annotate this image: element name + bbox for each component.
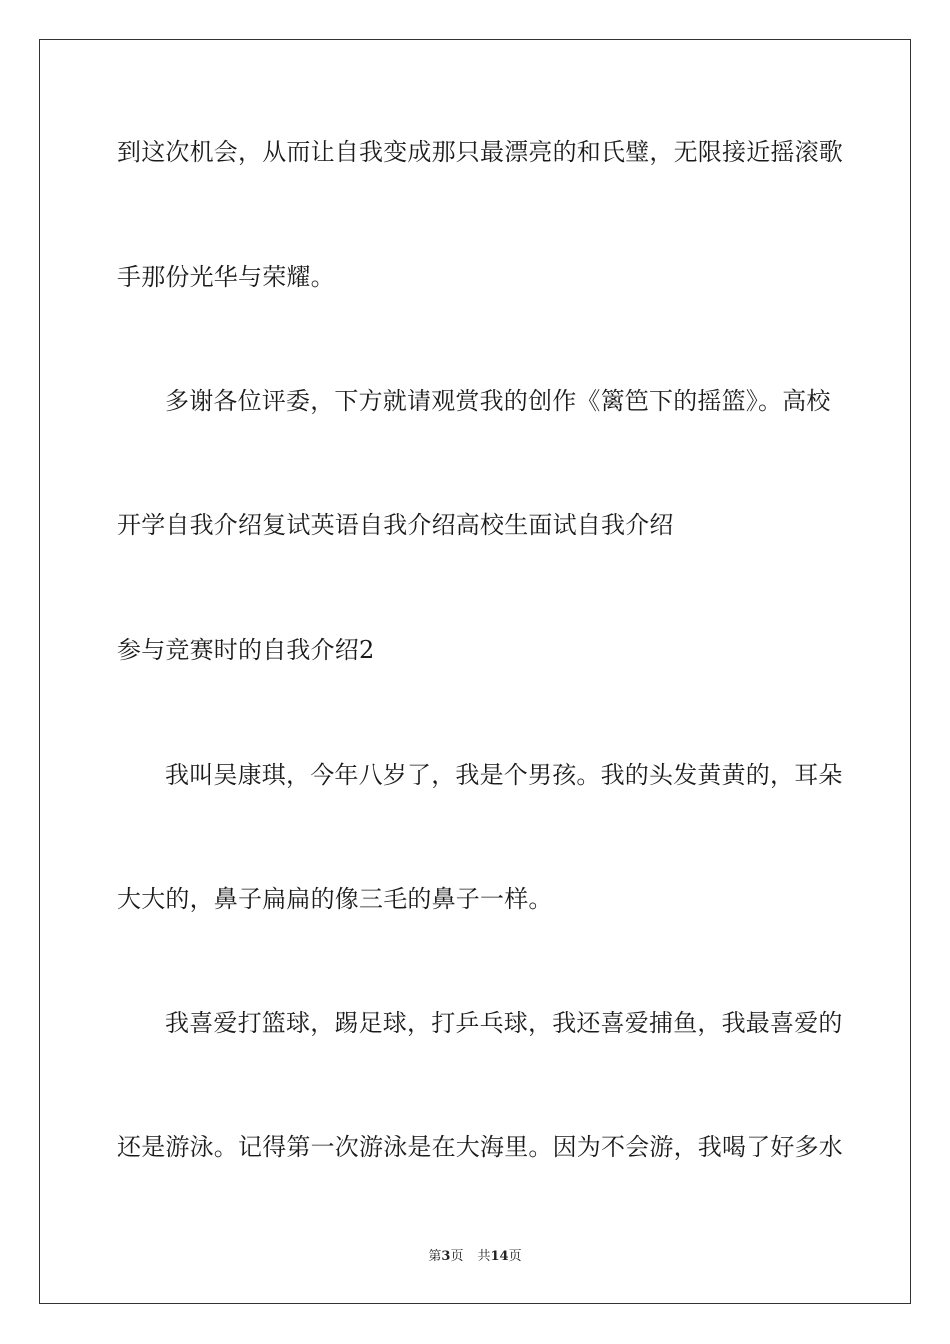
page-border <box>39 39 911 1304</box>
paragraph-line: 我叫吴康琪，今年八岁了，我是个男孩。我的头发黄黄的，耳朵 <box>165 761 843 789</box>
page-prefix: 第 <box>428 1249 442 1264</box>
paragraph-line: 我喜爱打篮球，踢足球，打乒乓球，我还喜爱捕鱼，我最喜爱的 <box>165 1009 843 1037</box>
section-heading: 参与竞赛时的自我介绍2 <box>117 636 375 664</box>
paragraph-line: 多谢各位评委，下方就请观赏我的创作《篱笆下的摇篮》。高校 <box>165 387 831 415</box>
total-suffix: 页 <box>508 1249 522 1264</box>
page-suffix: 页 <box>450 1249 464 1264</box>
paragraph-line: 手那份光华与荣耀。 <box>117 263 335 291</box>
paragraph-line: 开学自我介绍复试英语自我介绍高校生面试自我介绍 <box>117 511 674 539</box>
paragraph-line: 还是游泳。记得第一次游泳是在大海里。因为不会游，我喝了好多水 <box>117 1133 843 1161</box>
paragraph-line: 大大的，鼻子扁扁的像三毛的鼻子一样。 <box>117 885 553 913</box>
page-number: 3 <box>441 1249 451 1264</box>
paragraph-line: 到这次机会，从而让自我变成那只最漂亮的和氏璧，无限接近摇滚歌 <box>117 138 843 166</box>
total-prefix: 共 <box>477 1249 491 1264</box>
total-pages: 14 <box>490 1249 509 1264</box>
page-footer <box>0 1248 950 1266</box>
